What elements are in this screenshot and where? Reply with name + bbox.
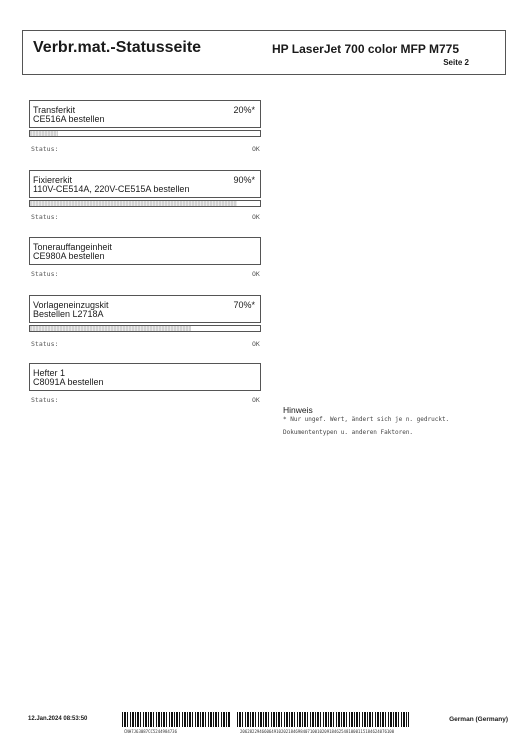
supply-percent: 70%* <box>233 300 255 310</box>
supply-level-fill <box>30 131 58 136</box>
status-value: OK <box>252 340 260 348</box>
note-line: Dokumententypen u. anderen Faktoren. <box>283 429 414 436</box>
supply-name: Fixiererkit <box>33 175 73 185</box>
status-label: Status: <box>31 340 59 348</box>
status-label: Status: <box>31 213 59 221</box>
status-value: OK <box>252 145 260 153</box>
supply-order-number: Bestellen L2718A <box>33 309 104 319</box>
barcode-serial <box>122 712 230 727</box>
page-header <box>22 30 506 75</box>
footer-date: 12.Jan.2024 08:53:50 <box>28 716 88 722</box>
supply-name: Tonerauffangeinheit <box>33 242 112 252</box>
status-label: Status: <box>31 270 59 278</box>
supply-level-fill <box>30 326 191 331</box>
supply-name: Transferkit <box>33 105 76 115</box>
status-label: Status: <box>31 145 59 153</box>
status-value: OK <box>252 270 260 278</box>
device-name: HP LaserJet 700 color MFP M775 <box>272 42 459 56</box>
status-value: OK <box>252 396 260 404</box>
supply-order-number: CE980A bestellen <box>33 251 105 261</box>
supply-order-number: 110V-CE514A, 220V-CE515A bestellen <box>33 184 190 194</box>
supply-level-fill <box>30 201 237 206</box>
supply-box-hefter <box>29 363 261 391</box>
barcode-data-text: 2062822946606491020218469840710010209184625481000115184624076100 <box>240 729 395 734</box>
note-line: * Nur ungef. Wert, ändert sich je n. gedruckt. <box>283 416 450 423</box>
supply-box-tonerauffangeinheit <box>29 237 261 265</box>
supply-percent: 90%* <box>233 175 255 185</box>
supply-name: Hefter 1 <box>33 368 66 378</box>
supply-order-number: CE516A bestellen <box>33 114 105 124</box>
page-number: Seite 2 <box>443 58 469 67</box>
page-title: Verbr.mat.-Statusseite <box>33 39 202 56</box>
supply-level-bar-transferkit <box>29 130 261 137</box>
supply-box-fixiererkit <box>29 170 261 198</box>
footer-locale: German (Germany) <box>449 716 508 723</box>
supply-box-vorlageneinzugskit <box>29 295 261 323</box>
barcode-data <box>237 712 409 727</box>
note-title: Hinweis <box>283 405 313 415</box>
barcode-serial-text: CNH7J63087CC5244984736 <box>124 729 177 734</box>
status-value: OK <box>252 213 260 221</box>
status-label: Status: <box>31 396 59 404</box>
supply-order-number: C8091A bestellen <box>33 377 104 387</box>
supply-name: Vorlageneinzugskit <box>33 300 109 310</box>
supply-box-transferkit <box>29 100 261 128</box>
supply-percent: 20%* <box>233 105 255 115</box>
supply-level-bar-fixiererkit <box>29 200 261 207</box>
supply-level-bar-vorlageneinzugskit <box>29 325 261 332</box>
